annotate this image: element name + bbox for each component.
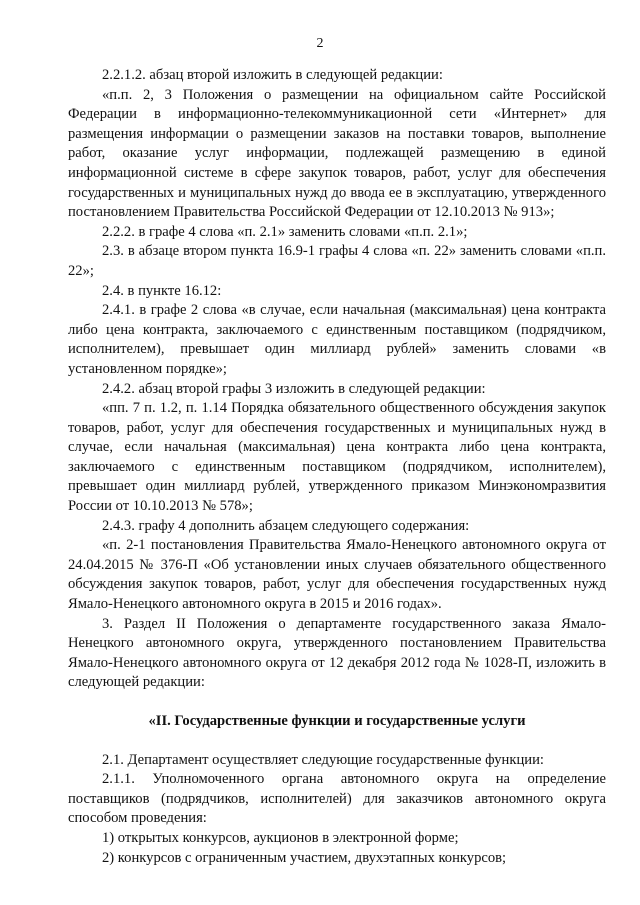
paragraph: 2.2.2. в графе 4 слова «п. 2.1» заменить словами «п.п. 2.1»; [102, 223, 468, 240]
paragraph: 2.3. в абзаце втором пункта 16.9-1 графы 4 слова «п. 22» заменить словами «п.п. 22»; [68, 243, 606, 279]
paragraph: 2.4.3. графу 4 дополнить абзацем следующего содержания: [102, 517, 470, 534]
paragraph: 2.1.1. Уполномоченного органа автономного округа на определение поставщиков (подрядчиков, исполнителей) для заказчиков автономного округа способом проведения: [68, 771, 606, 827]
paragraph: 2.1. Департамент осуществляет следующие государственные функции: [102, 751, 544, 768]
paragraph: 2.4.1. в графе 2 слова «в случае, если начальная (максимальная) цена контракта либо цена контракта, заключаемого с единственным поставщиком (подрядчиком, исполнителем), превышает один миллиард рублей» заменить словами «в установленном порядке»; [68, 302, 606, 377]
paragraph: 2.4.2. абзац второй графы 3 изложить в следующей редакции: [102, 380, 486, 397]
section-heading: «II. Государственные функции и государственные услуги [148, 713, 526, 729]
paragraph: 2.2.1.2. абзац второй изложить в следующей редакции: [102, 67, 443, 83]
paragraph: 1) открытых конкурсов, аукционов в электронной форме; [102, 829, 459, 846]
paragraph: 2.4. в пункте 16.12: [102, 282, 222, 299]
paragraph: «п. 2-1 постановления Правительства Ямало-Ненецкого автономного округа от 24.04.2015 № 376-П «Об установлении иных случаев обязательного общественного обсуждения закупок товаров, работ, услуг для обеспечения государственных нужд Ямало-Ненецкого автономного округа в 2015 и 2016 годах». [68, 537, 606, 613]
paragraph: «пп. 7 п. 1.2, п. 1.14 Порядка обязательного общественного обсуждения закупок товаров, работ, услуг для обеспечения государственных и муниципальных нужд в случае, если начальная (максимальная) цена контракта либо цена контракта, заключаемого с единственным поставщиком (подрядчиком, исполнителем), превышает один миллиард рублей, утвержденного приказом Минэкономразвития России от 10.10.2013 № 578»; [68, 400, 606, 515]
page-number: 2 [316, 36, 324, 51]
paragraph: 3. Раздел II Положения о департаменте государственного заказа Ямало-Ненецкого автономного округа, утвержденного постановлением Правительства Ямало-Ненецкого автономного округа от 12 декабря 2012 года № 1028-П, изложить в следующей редакции: [68, 615, 606, 691]
paragraph: 2) конкурсов с ограниченным участием, двухэтапных конкурсов; [102, 849, 507, 866]
paragraph: «п.п. 2, 3 Положения о размещении на официальном сайте Российской Федерации в информационно-телекоммуникационной сети «Интернет» для размещения информации о размещении заказов на поставки товаров, выполнение работ, оказание услуг информации, подлежащей размещению в единой информационной системе в сфере закупок товаров, работ, услуг для обеспечения государственных и муниципальных нужд до ввода ее в эксплуатацию, утвержденного постановлением Правительства Российской Федерации от 12.10.2013 № 913»; [68, 86, 606, 221]
document-body [68, 66, 606, 868]
